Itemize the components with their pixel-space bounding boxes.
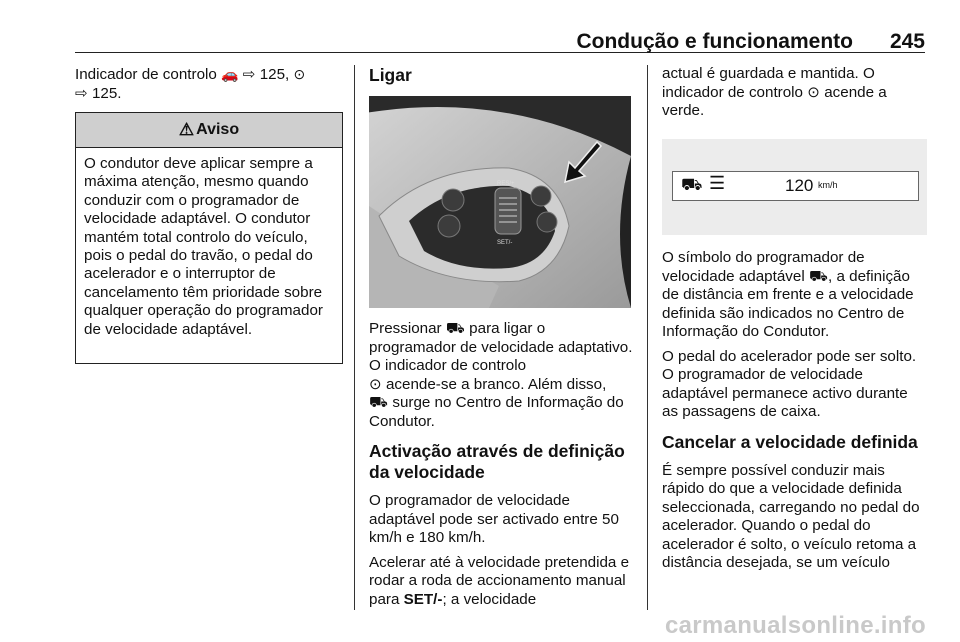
paragraph-activacao: O programador de velocidade adaptável pode ser activado entre 50 km/h e 180 km/h. xyxy=(369,492,619,546)
intro-paragraph: Indicador de controlo 🚗 ⇨ 125, ⊙ ⇨ 125. xyxy=(75,66,306,102)
paragraph-ligar: Pressionar ⛟ para ligar o programador de velocidade adaptativo. O indicador de controlo ⊙ acende-se a branco. Além disso, ⛟ surge no Centro de Informação do Condutor. xyxy=(369,320,633,430)
section-heading-activacao: Activação através de definição da velocidade xyxy=(369,441,625,482)
column-2-text xyxy=(369,320,634,609)
cruise-control-icon: ⊙ xyxy=(807,83,820,101)
page-header xyxy=(75,30,925,53)
following-distance-icon: ☰ xyxy=(709,173,724,193)
set-label: SET/- xyxy=(497,240,513,246)
column-2 xyxy=(369,65,634,86)
paragraph-cancelar: É sempre possível conduzir mais rápido do que a velocidade definida seleccionada, carregando no pedal do acelerador. Quando o pedal do acelerador é solto, o veículo retoma a distância desejada, se um veículo xyxy=(662,461,920,571)
set-speed-value: 120 xyxy=(785,176,814,195)
warning-body: O condutor deve aplicar sempre a máxima atenção, mesmo quando conduzir com o programador de velocidade adaptável. O condutor mantém total controlo do veículo, pois o pedal do travão, o pedal do acelerador e o interruptor de cancelamento têm prioridade sobre qualquer operação do programador de velocidade adaptável. xyxy=(84,155,323,338)
cruise-control-icon: ⊙ xyxy=(293,66,306,82)
page-ref-arrow-icon: ⇨ xyxy=(242,66,256,83)
column-3 xyxy=(662,65,927,121)
paragraph-simbolo: O símbolo do programador de velocidade adaptável ⛟, a definição de distância em frente e a velocidade definida são indicados no Centro de Informação do Condutor. xyxy=(662,249,914,340)
speed-unit: km/h xyxy=(818,180,838,190)
adaptive-cruise-icon: ⛟ xyxy=(681,175,703,194)
warning-header xyxy=(76,113,342,148)
adaptive-cruise-icon: ⛟ xyxy=(445,320,465,337)
paragraph-acelerar: Acelerar até à velocidade pretendida e rodar a roda de accionamento manual para SET/-; a velocidade xyxy=(369,553,630,608)
column-divider xyxy=(354,65,355,610)
adaptive-cruise-icon: ⛟ xyxy=(808,267,829,285)
page-ref-arrow-icon: ⇨ xyxy=(75,84,88,102)
res-label: RES/+ xyxy=(497,181,515,187)
column-divider xyxy=(647,65,648,610)
adaptive-cruise-icon: ⛟ xyxy=(369,394,389,411)
steering-wheel-illustration xyxy=(369,96,631,308)
driver-info-display xyxy=(662,139,927,235)
section-heading-ligar: Ligar xyxy=(369,65,412,85)
cruise-control-icon: ⊙ xyxy=(369,375,382,393)
page-number: 245 xyxy=(889,30,925,53)
warning-box xyxy=(75,112,343,364)
paragraph-pedal: O pedal do acelerador pode ser solto. O programador de velocidade adaptável permanece activo durante as passagens de caixa. xyxy=(662,347,917,420)
column-3-text xyxy=(662,249,927,573)
paragraph-continued: actual é guardada e mantida. O indicador de controlo ⊙ acende a verde. xyxy=(662,65,887,119)
warning-triangle-icon: ⚠ xyxy=(178,120,195,139)
watermark: carmanualsonline.info xyxy=(664,612,926,639)
warning-title: Aviso xyxy=(196,121,240,138)
steering-wheel-image xyxy=(369,96,631,308)
column-1 xyxy=(75,65,343,103)
display-bar xyxy=(672,171,919,201)
section-heading-cancelar: Cancelar a velocidade definida xyxy=(662,431,918,452)
car-front-icon: 🚗 xyxy=(221,66,239,82)
page-title: Condução e funcionamento xyxy=(576,30,853,53)
